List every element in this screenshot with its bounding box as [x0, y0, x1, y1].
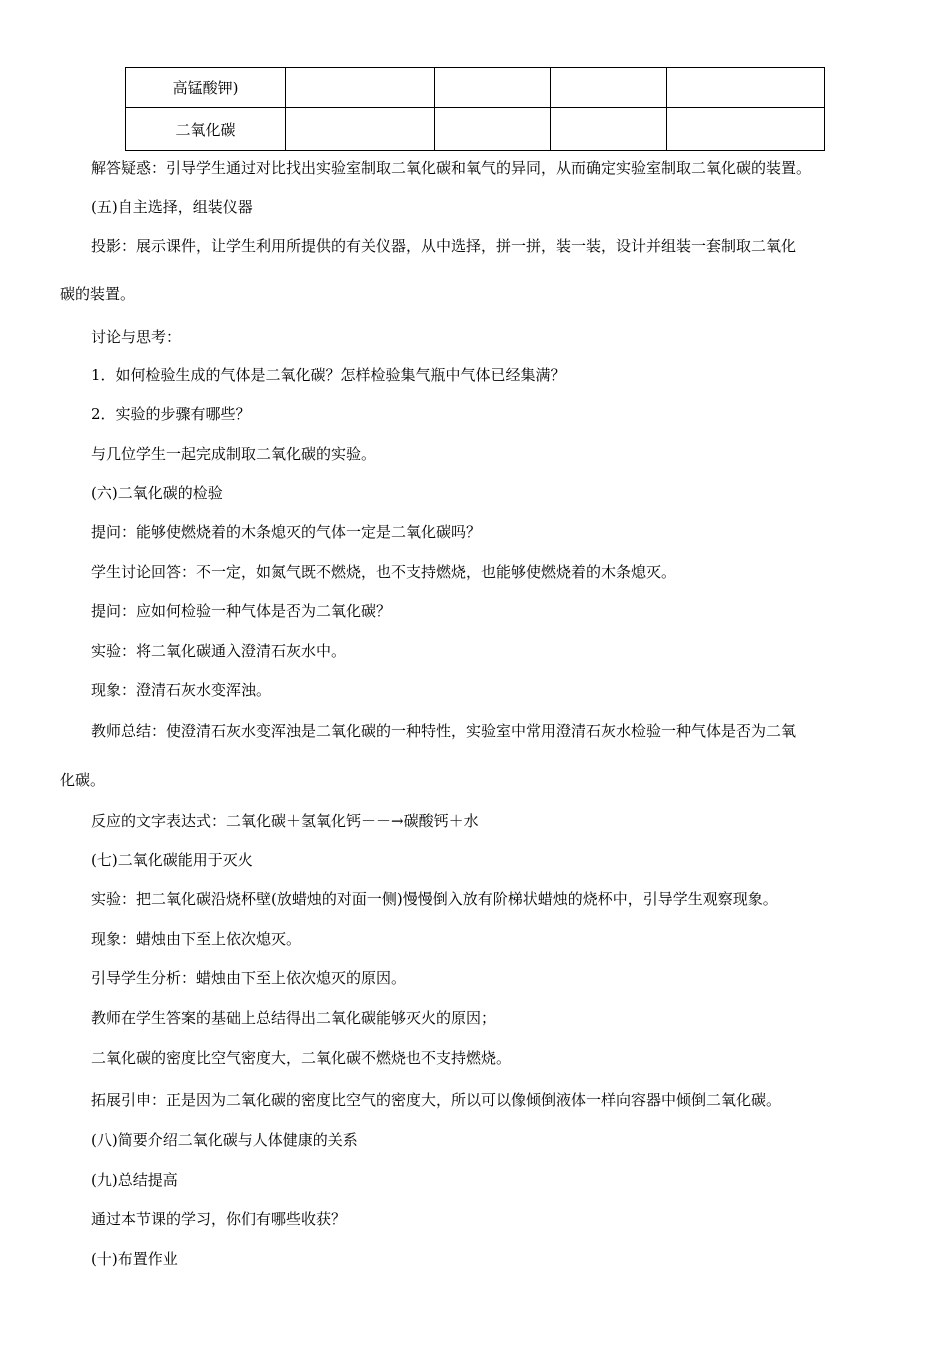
paragraph-continuation: 碳的装置。: [60, 285, 136, 303]
paragraph: 现象：蜡烛由下至上依次熄灭。: [91, 930, 302, 948]
section-heading: (八)简要介绍二氧化碳与人体健康的关系: [91, 1131, 358, 1149]
paragraph: 投影：展示课件，让学生利用所提供的有关仪器，从中选择，拼一拼，装一装，设计并组装一套制取二氧化: [91, 237, 797, 255]
list-item: 1．如何检验生成的气体是二氧化碳？怎样检验集气瓶中气体已经集满？: [91, 366, 566, 384]
section-heading: (五)自主选择，组装仪器: [91, 198, 253, 216]
paragraph: 二氧化碳的密度比空气密度大，二氧化碳不燃烧也不支持燃烧。: [91, 1049, 512, 1067]
paragraph: 提问：能够使燃烧着的木条熄灭的气体一定是二氧化碳吗？: [91, 523, 482, 541]
paragraph: 拓展引申：正是因为二氧化碳的密度比空气的密度大，所以可以像倾倒液体一样向容器中倾倒二氧化碳。: [91, 1091, 782, 1109]
paragraph: 提问：应如何检验一种气体是否为二氧化碳？: [91, 602, 392, 620]
list-item: 2．实验的步骤有哪些？: [91, 405, 251, 423]
table-cell: [286, 108, 435, 151]
paragraph: 实验：把二氧化碳沿烧杯壁(放蜡烛的对面一侧)慢慢倒入放有阶梯状蜡烛的烧杯中，引导学生观察现象。: [91, 890, 778, 908]
section-heading: (六)二氧化碳的检验: [91, 484, 223, 502]
section-heading: (七)二氧化碳能用于灭火: [91, 851, 253, 869]
table-cell: [667, 108, 825, 151]
table-cell: 高锰酸钾): [126, 68, 286, 108]
paragraph: 教师在学生答案的基础上总结得出二氧化碳能够灭火的原因；: [91, 1009, 497, 1027]
paragraph: 讨论与思考：: [91, 328, 182, 346]
table-cell: [551, 108, 667, 151]
paragraph: 解答疑惑：引导学生通过对比找出实验室制取二氧化碳和氧气的异同，从而确定实验室制取二氧化碳的装置。: [91, 159, 812, 177]
paragraph: 实验：将二氧化碳通入澄清石灰水中。: [91, 642, 347, 660]
table-cell: [286, 68, 435, 108]
table-cell: 二氧化碳: [126, 108, 286, 151]
comparison-table: [125, 67, 825, 151]
paragraph-continuation: 化碳。: [60, 771, 106, 789]
paragraph: 反应的文字表达式：二氧化碳＋氢氧化钙－－→碳酸钙＋水: [91, 812, 479, 830]
table-row: [126, 108, 825, 151]
table-cell: [667, 68, 825, 108]
paragraph: 通过本节课的学习，你们有哪些收获？: [91, 1210, 347, 1228]
table-cell: [435, 68, 551, 108]
paragraph: 引导学生分析：蜡烛由下至上依次熄灭的原因。: [91, 969, 407, 987]
paragraph: 现象：澄清石灰水变浑浊。: [91, 681, 272, 699]
table-cell: [551, 68, 667, 108]
table-row: [126, 68, 825, 108]
section-heading: (九)总结提高: [91, 1171, 178, 1189]
section-heading: (十)布置作业: [91, 1250, 178, 1268]
paragraph: 与几位学生一起完成制取二氧化碳的实验。: [91, 445, 377, 463]
table-cell: [435, 108, 551, 151]
paragraph: 学生讨论回答：不一定，如氮气既不燃烧，也不支持燃烧，也能够使燃烧着的木条熄灭。: [91, 563, 677, 581]
paragraph: 教师总结：使澄清石灰水变浑浊是二氧化碳的一种特性，实验室中常用澄清石灰水检验一种气体是否为二氧: [91, 722, 797, 740]
